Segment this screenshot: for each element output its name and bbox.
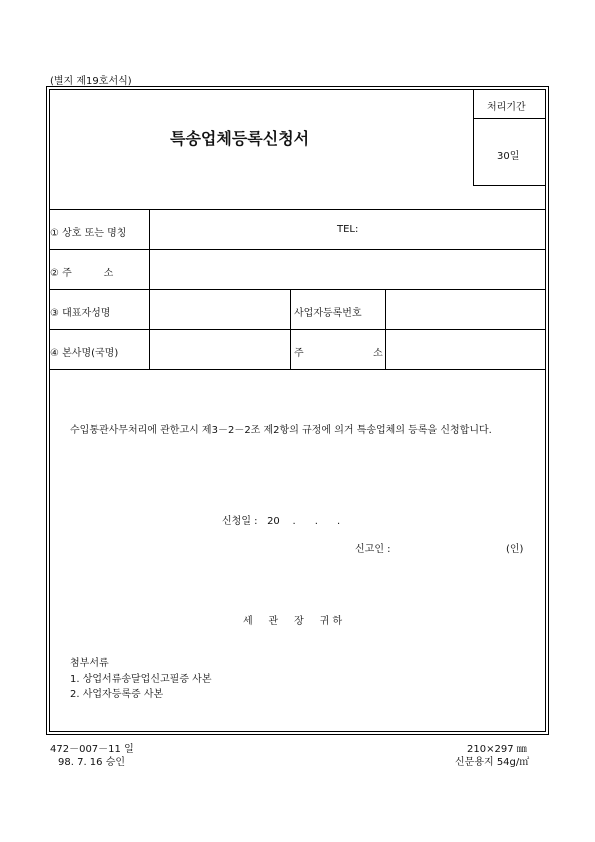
attachment-item-1: 1. 상업서류송달업신고필증 사본 — [70, 674, 212, 685]
application-statement: 수입통관사무처리에 관한고시 제3－2－2조 제2항의 규정에 의거 특송업체의 등록을 신청합니다. — [70, 425, 492, 436]
paper-size: 210×297 ㎜ — [467, 744, 527, 755]
row-line-2 — [49, 289, 546, 290]
attachment-item-2: 2. 사업자등록증 사본 — [70, 689, 164, 700]
form-title: 특송업체등록신청서 — [170, 129, 310, 148]
processing-box-left — [473, 89, 474, 185]
mid-column-divider-right — [385, 289, 386, 369]
row-representative-label: ③ 대표자성명 — [50, 308, 111, 319]
form-inner-border — [49, 89, 546, 732]
addressee: 세 관 장 귀 하 — [243, 616, 343, 627]
row-head-office-label: ④ 본사명(국명) — [50, 348, 119, 359]
row-line-3 — [49, 329, 546, 330]
processing-label: 처리기간 — [487, 102, 526, 113]
row-line-1 — [49, 249, 546, 250]
tel-label: TEL: — [337, 224, 359, 235]
applicant-label: 신고인 : — [355, 544, 391, 555]
form-code: 472－007－11 일 — [50, 744, 134, 755]
head-office-address-label-b: 소 — [373, 348, 383, 359]
processing-box-bottom — [473, 185, 546, 186]
row-line-4 — [49, 369, 546, 370]
head-office-address-label-a: 주 — [294, 348, 304, 359]
attachments-heading: 첨부서류 — [70, 658, 109, 669]
approval-date: 98. 7. 16 승인 — [58, 757, 126, 768]
paper-type: 신문용지 54g/㎡ — [455, 757, 530, 768]
mid-column-divider-left — [290, 289, 291, 369]
business-reg-number-label: 사업자등록번호 — [294, 308, 362, 319]
processing-value: 30일 — [497, 151, 520, 162]
row-business-name-label: ① 상호 또는 명칭 — [50, 228, 127, 239]
applicant-seal: (인) — [506, 544, 524, 555]
form-reference: (별지 제19호서식) — [50, 76, 132, 87]
application-date: 신청일 : 20 . . . — [222, 516, 341, 527]
processing-box-divider — [473, 118, 546, 119]
row-address-label: ② 주 소 — [50, 268, 114, 279]
table-top-line — [49, 209, 546, 210]
label-column-divider — [149, 209, 150, 369]
